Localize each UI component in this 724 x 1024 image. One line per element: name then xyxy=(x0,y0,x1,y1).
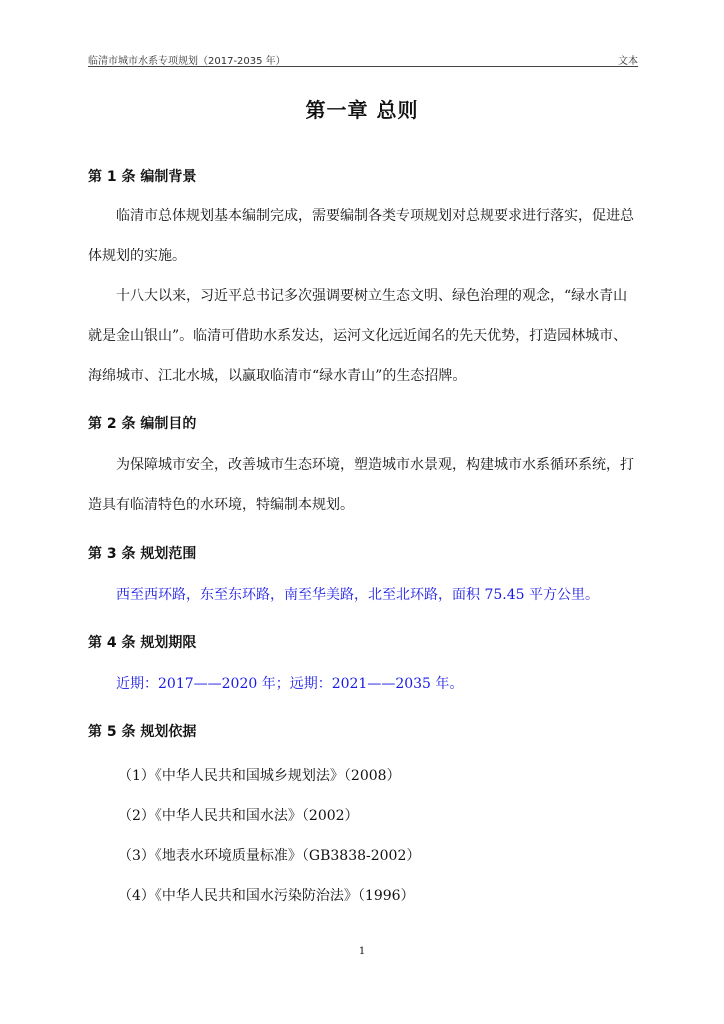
article-3-paragraph-1 xyxy=(88,575,640,615)
regulation-list-item-1: （1）《中华人民共和国城乡规划法》（2008） xyxy=(118,768,401,784)
header-section-label: 文本 xyxy=(618,56,638,67)
page-number: 1 xyxy=(358,946,366,957)
regulation-list-item-2: （2）《中华人民共和国水法》（2002） xyxy=(118,808,359,824)
page-header xyxy=(88,50,638,67)
regulation-list-item-3: （3）《地表水环境质量标准》（GB3838-2002） xyxy=(118,848,421,864)
article-1-paragraph-2-text: 十八大以来，习近平总书记多次强调要树立生态文明、绿色治理的观念，“绿水青山就是金山银山”。临清可借助水系发达，运河文化远近闻名的先天优势，打造园林城市、海绵城市、江北水城，以赢取临清市“绿水青山”的生态招牌。 xyxy=(88,288,628,384)
header-document-title: 临清市城市水系专项规划（2017-2035 年） xyxy=(88,56,286,67)
article-4-paragraph-1 xyxy=(88,664,640,704)
article-1-paragraph-1 xyxy=(88,196,640,276)
article-5-heading: 第 5 条 规划依据 xyxy=(88,724,197,740)
article-3-heading: 第 3 条 规划范围 xyxy=(88,546,197,562)
article-4-heading: 第 4 条 规划期限 xyxy=(88,635,197,651)
regulation-list-item-4: （4）《中华人民共和国水污染防治法》（1996） xyxy=(118,888,415,904)
article-1-paragraph-2 xyxy=(88,276,640,396)
chapter-title: 第一章 总则 xyxy=(305,98,419,122)
article-3-paragraph-1-text: 西至西环路，东至东环路，南至华美路，北至北环路，面积 75.45 平方公里。 xyxy=(116,587,599,603)
article-2-paragraph-1 xyxy=(88,445,640,525)
article-1-heading: 第 1 条 编制背景 xyxy=(88,169,197,185)
article-2-heading: 第 2 条 编制目的 xyxy=(88,416,197,432)
article-2-paragraph-1-text: 为保障城市安全，改善城市生态环境，塑造城市水景观，构建城市水系循环系统，打造具有临清特色的水环境，特编制本规划。 xyxy=(88,457,634,513)
article-4-paragraph-1-text: 近期：2017——2020 年；远期：2021——2035 年。 xyxy=(116,676,464,692)
article-1-paragraph-1-text: 临清市总体规划基本编制完成，需要编制各类专项规划对总规要求进行落实，促进总体规划的实施。 xyxy=(88,208,634,264)
